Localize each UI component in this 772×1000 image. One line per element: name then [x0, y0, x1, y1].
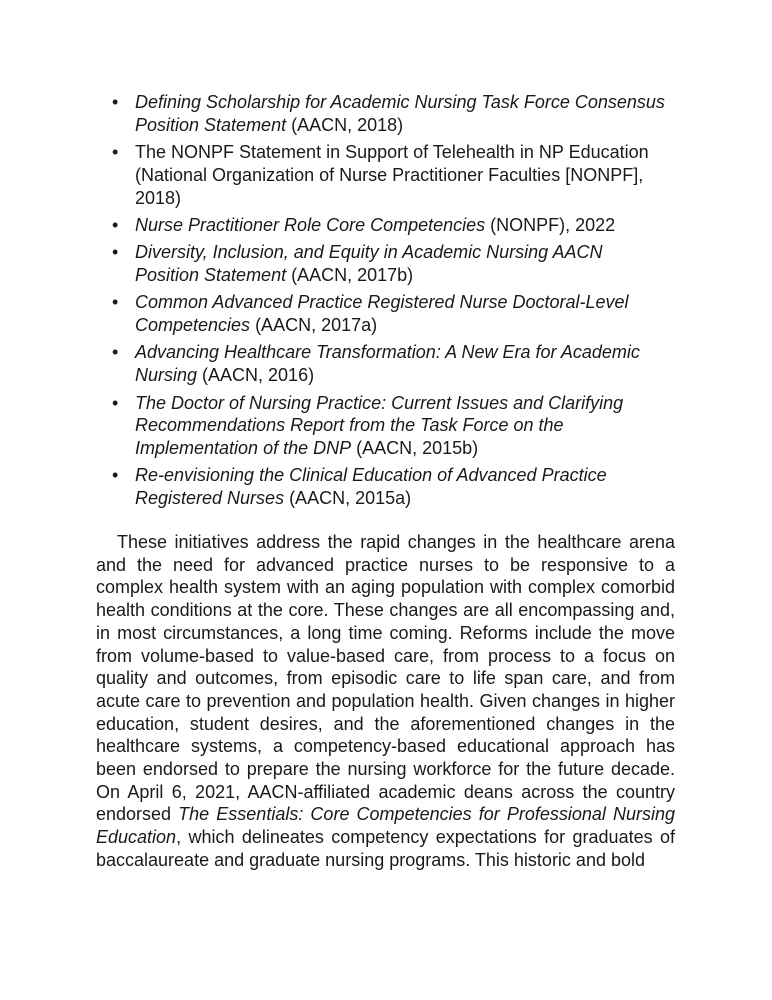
reference-citation: (AACN, 2017a) [250, 315, 378, 336]
reference-title: The Doctor of Nursing Practice: Current Issues and Clarifying Recommendations Report from the Task Force on the Implementation of the DNP [135, 392, 624, 459]
reference-item [108, 291, 668, 337]
reference-item [108, 241, 668, 287]
bullet-icon: • [112, 142, 119, 163]
body-paragraph [96, 531, 675, 872]
reference-citation: (AACN, 2015b) [351, 438, 479, 459]
bullet-icon: • [112, 342, 119, 363]
reference-item [108, 392, 668, 460]
reference-item [108, 141, 668, 209]
reference-title: Advancing Healthcare Transformation: A New Era for Academic Nursing [135, 342, 640, 386]
reference-title: Defining Scholarship for Academic Nursing Task Force Consensus Position Statement [135, 92, 665, 135]
reference-citation: (AACN, 2016) [197, 365, 315, 386]
reference-item [108, 464, 668, 510]
reference-title: Diversity, Inclusion, and Equity in Academic Nursing AACN Position Statement [135, 242, 603, 286]
reference-citation: (NONPF), 2022 [485, 214, 616, 235]
reference-citation: (AACN, 2017b) [286, 265, 414, 286]
bullet-icon: • [112, 292, 119, 313]
reference-item [108, 214, 668, 237]
reference-citation: (AACN, 2018) [286, 114, 404, 135]
bullet-icon: • [112, 465, 119, 486]
paragraph-text-continued: , which delineates competency expectations for graduates of baccalaureate and graduate nursing programs. This historic and bold [96, 827, 675, 870]
bullet-icon: • [112, 214, 119, 235]
bullet-icon: • [112, 392, 119, 413]
reference-item [108, 341, 668, 387]
paragraph-text: These initiatives address the rapid changes in the healthcare arena and the need for advanced practice nurses to be responsive to a complex health system with an aging population with complex comorbid health conditions at the core. These changes are all encompassing and, in most circumstances, a long time coming. Reforms include the move from volume-based to value-based care, from process to a focus on quality and outcomes, from episodic care to life span care, and from acute care to prevention and population health. Given changes in higher education, student desires, and the aforementioned changes in the healthcare systems, a competency-based educational approach has been endorsed to prepare the nursing workforce for the future decade. On April 6, 2021, AACN-affiliated academic deans across the country endorsed [96, 532, 675, 825]
reference-title: Nurse Practitioner Role Core Competencies [135, 214, 486, 235]
reference-title: Re-envisioning the Clinical Education of Advanced Practice Registered Nurses [135, 465, 607, 509]
bullet-icon: • [112, 92, 119, 112]
reference-title: Common Advanced Practice Registered Nurse Doctoral-Level Competencies [135, 292, 629, 336]
reference-list [108, 91, 668, 515]
reference-citation: (AACN, 2015a) [284, 488, 412, 509]
reference-item [108, 91, 668, 137]
bullet-icon: • [112, 242, 119, 263]
reference-citation: The NONPF Statement in Support of Telehealth in NP Education (National Organization of Nurse Practitioner Faculties [NONPF], 2018) [135, 142, 649, 208]
essentials-title: The Essentials: Core Competencies for Professional Nursing Education [96, 804, 676, 848]
